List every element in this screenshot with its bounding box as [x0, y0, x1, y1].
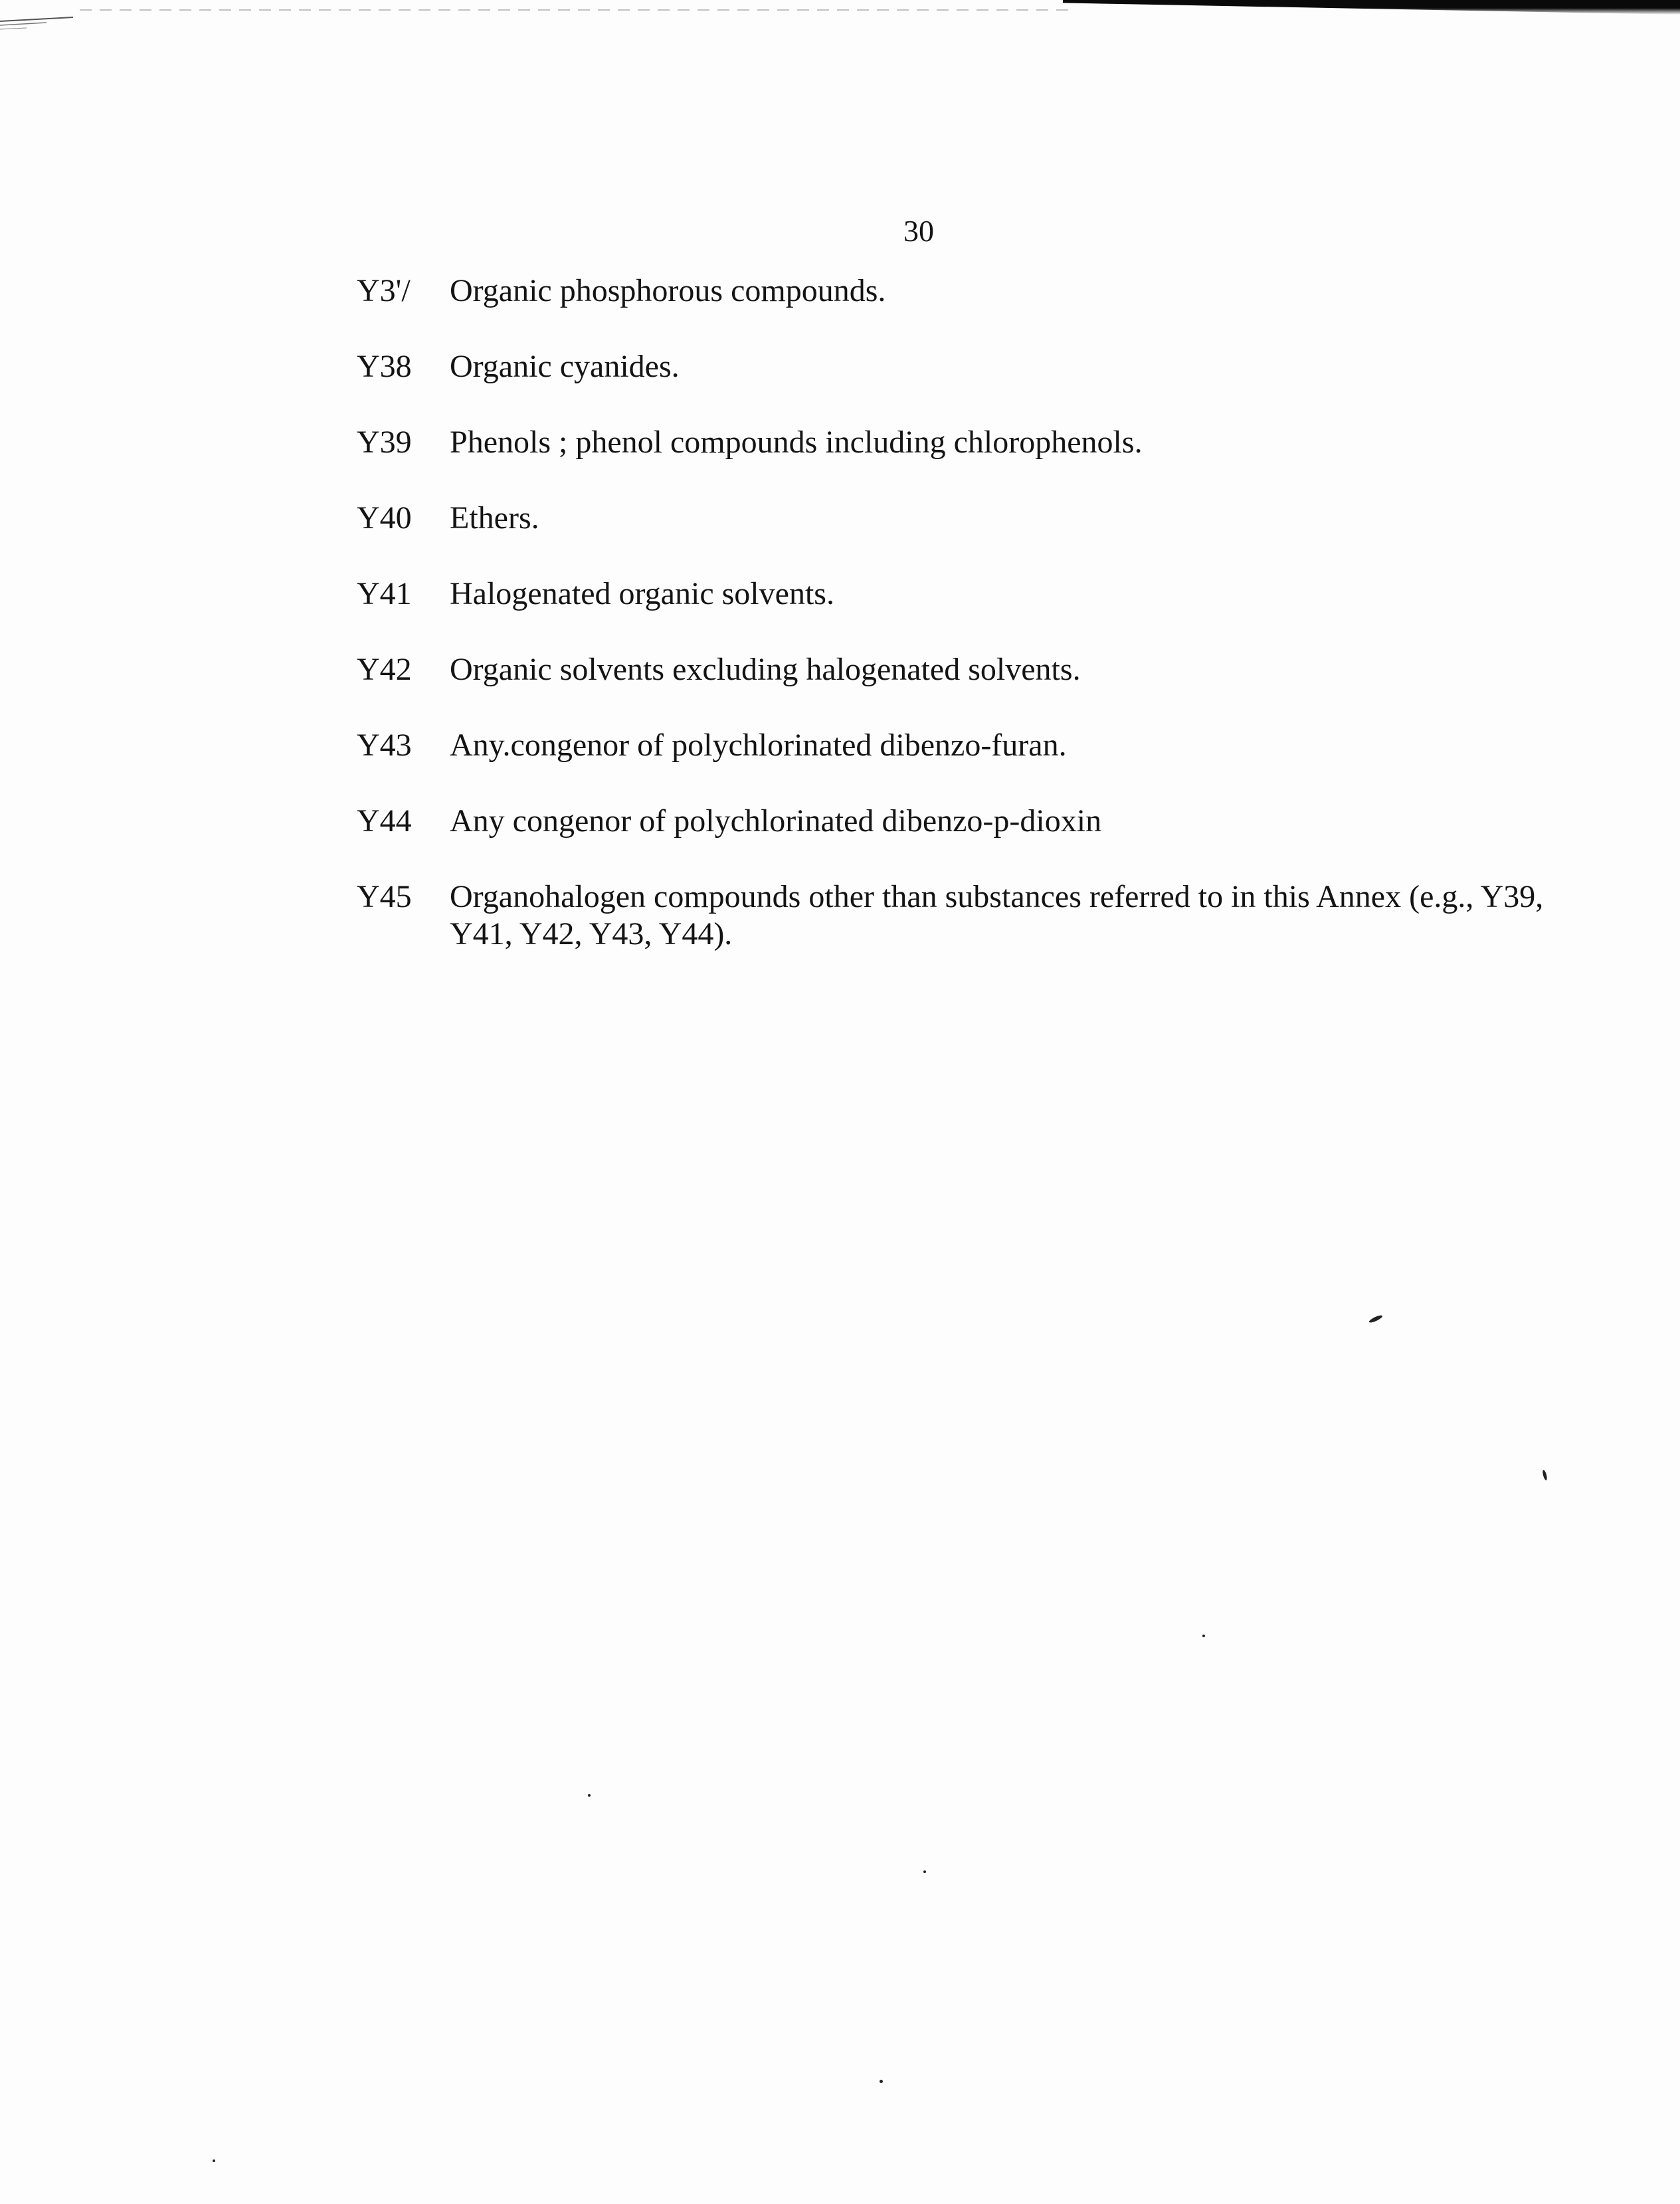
entry-code: Y40 [357, 500, 412, 536]
annex-entry [357, 348, 680, 385]
entry-description: Organic cyanides. [450, 349, 680, 384]
scan-top-line [80, 9, 1076, 11]
scan-speck [923, 1870, 926, 1873]
page-number: 30 [903, 214, 934, 248]
entry-description: Phenols ; phenol compounds including chlorophenols. [450, 425, 1143, 460]
annex-entry [357, 727, 1067, 764]
entry-description: Ethers. [450, 500, 539, 536]
entry-code: Y3'/ [357, 273, 411, 308]
annex-entry [357, 424, 1143, 461]
scan-corner-mark [0, 15, 80, 35]
scan-speck [1542, 1470, 1548, 1481]
annex-entry [357, 878, 1606, 953]
scan-speck [1368, 1314, 1383, 1324]
scan-speck [880, 2080, 883, 2083]
annex-entry [357, 651, 1081, 688]
entry-description: Organic solvents excluding halogenated solvents. [450, 652, 1081, 687]
entry-code: Y44 [357, 803, 412, 839]
entry-code: Y42 [357, 652, 412, 687]
entry-description: Any.congenor of polychlorinated dibenzo-furan. [450, 728, 1067, 763]
entry-code: Y38 [357, 349, 412, 384]
entry-code: Y43 [357, 728, 412, 763]
entry-description: Halogenated organic solvents. [450, 576, 834, 611]
entry-code: Y39 [357, 425, 412, 460]
entry-code: Y45 [357, 879, 412, 914]
annex-entry [357, 272, 886, 310]
scan-speck [1202, 1635, 1205, 1637]
annex-entry [357, 803, 1101, 840]
scan-speck [588, 1794, 591, 1797]
entry-description: Any congenor of polychlorinated dibenzo-p-dioxin [450, 803, 1102, 839]
scan-speck [213, 2159, 215, 2162]
entry-description: Organic phosphorous compounds. [450, 273, 886, 308]
scan-edge-shadow [1063, 0, 1680, 15]
entry-description: Organohalogen compounds other than substances referred to in this Annex (e.g., Y39, Y41, Y42, Y43, Y44). [450, 879, 1544, 952]
annex-entry [357, 575, 834, 613]
entry-code: Y41 [357, 576, 412, 611]
annex-entry [357, 500, 539, 537]
